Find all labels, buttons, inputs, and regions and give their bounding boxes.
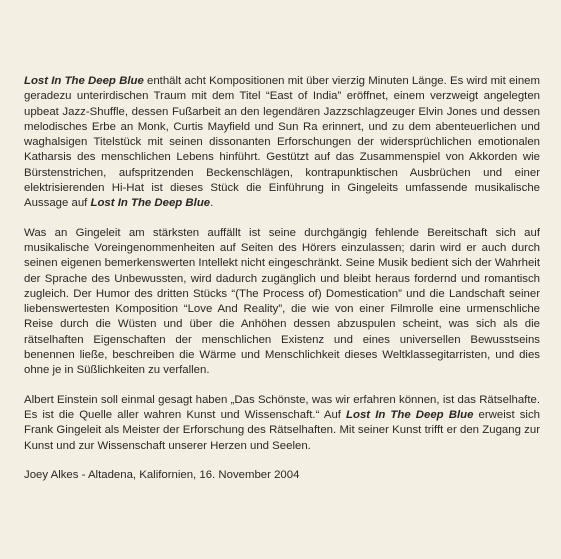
paragraph-einstein-end: erweist sich Frank Gingeleit als Meister der Erforschung des Rätselhaften. Mit seiner Kunst trifft er den Zugang zur Kunst und zur Wissenschaft unserer Herzen und Seelen.	[24, 408, 540, 452]
liner-notes-text	[24, 74, 540, 497]
album-title-emphasis: Lost In The Deep Blue	[346, 408, 474, 421]
paragraph-intro-text: enthält acht Kompositionen mit über vierzig Minuten Länge. Es wird mit einem geradezu unterirdischen Traum mit dem Titel “East of India” eröffnet, einem verzweigt angelegten upbeat Jazz-Shuffle, dessen Fußarbeit an den legendären Jazzschlagzeuger Elvin Jones und dessen melodisches Erbe an Monk, Curtis Mayfield und Sun Ra erinnert, und zu dem abenteuerlichen und waghalsigen Titelstück mit seinen dissonanten Erforschungen der widersprüchlichen emotionalen Katharsis des menschlichen Lebens hinführt. Gestützt auf das Zusammenspiel von Akkorden wie Bürstenstrichen, aufspritzenden Beckenschlägen, kontrapunktischen Ausbrüchen und einer elektrisierenden Hi-Hat ist dieses Stück die Einführung in Gingeleits umfassende musikalische Aussage auf	[24, 75, 540, 210]
paragraph-intro-end: .	[210, 197, 214, 210]
signature: Joey Alkes - Altadena, Kalifornien, 16. November 2004	[24, 468, 300, 481]
album-title-emphasis: Lost In The Deep Blue	[90, 197, 211, 210]
paragraph-intro	[24, 74, 540, 212]
album-title-emphasis: Lost In The Deep Blue	[24, 75, 144, 87]
paragraph-einstein-text: Albert Einstein soll einmal gesagt haben „Das Schönste, was wir erfahren können, ist das Rätselhafte. Es ist die Quelle aller wahren Kunst und Wissenschaft.“ Auf	[24, 393, 540, 421]
paragraph-einstein	[24, 393, 540, 454]
paragraph-character: Was an Gingeleit am stärksten auffällt ist seine durchgängig fehlende Bereitschaft sich auf musikalische Voreingenommenheiten auf Seiten des Hörers einzulassen; darin wird er auch durch seinen eigenen bemerkenswerten Intellekt nicht eingeschränkt. Seine Musik bedient sich der Wahrheit der Sprache des Unbewussten, wird dadurch zugänglich und bleibt heraus fordernd und romantisch zugleich. Der Humor des dritten Stücks “(The Process of) Domestication” und die Landschaft seiner liebenswertesten Komposition “Love And Reality”, die wie von einer Filmrolle eine urmenschliche Reise durch die Wüsten und über die Anhöhen dessen abzuspulen scheint, was sich als die rätselhaften Eigenschaften der menschlichen Existenz und eines universellen Bewusstseins benennen ließe, beschreiben die Wärme und Menschlichkeit dieses Weltklassegitarristen, und dies ohne je in Süßlichkeiten zu verfallen.	[24, 226, 540, 377]
